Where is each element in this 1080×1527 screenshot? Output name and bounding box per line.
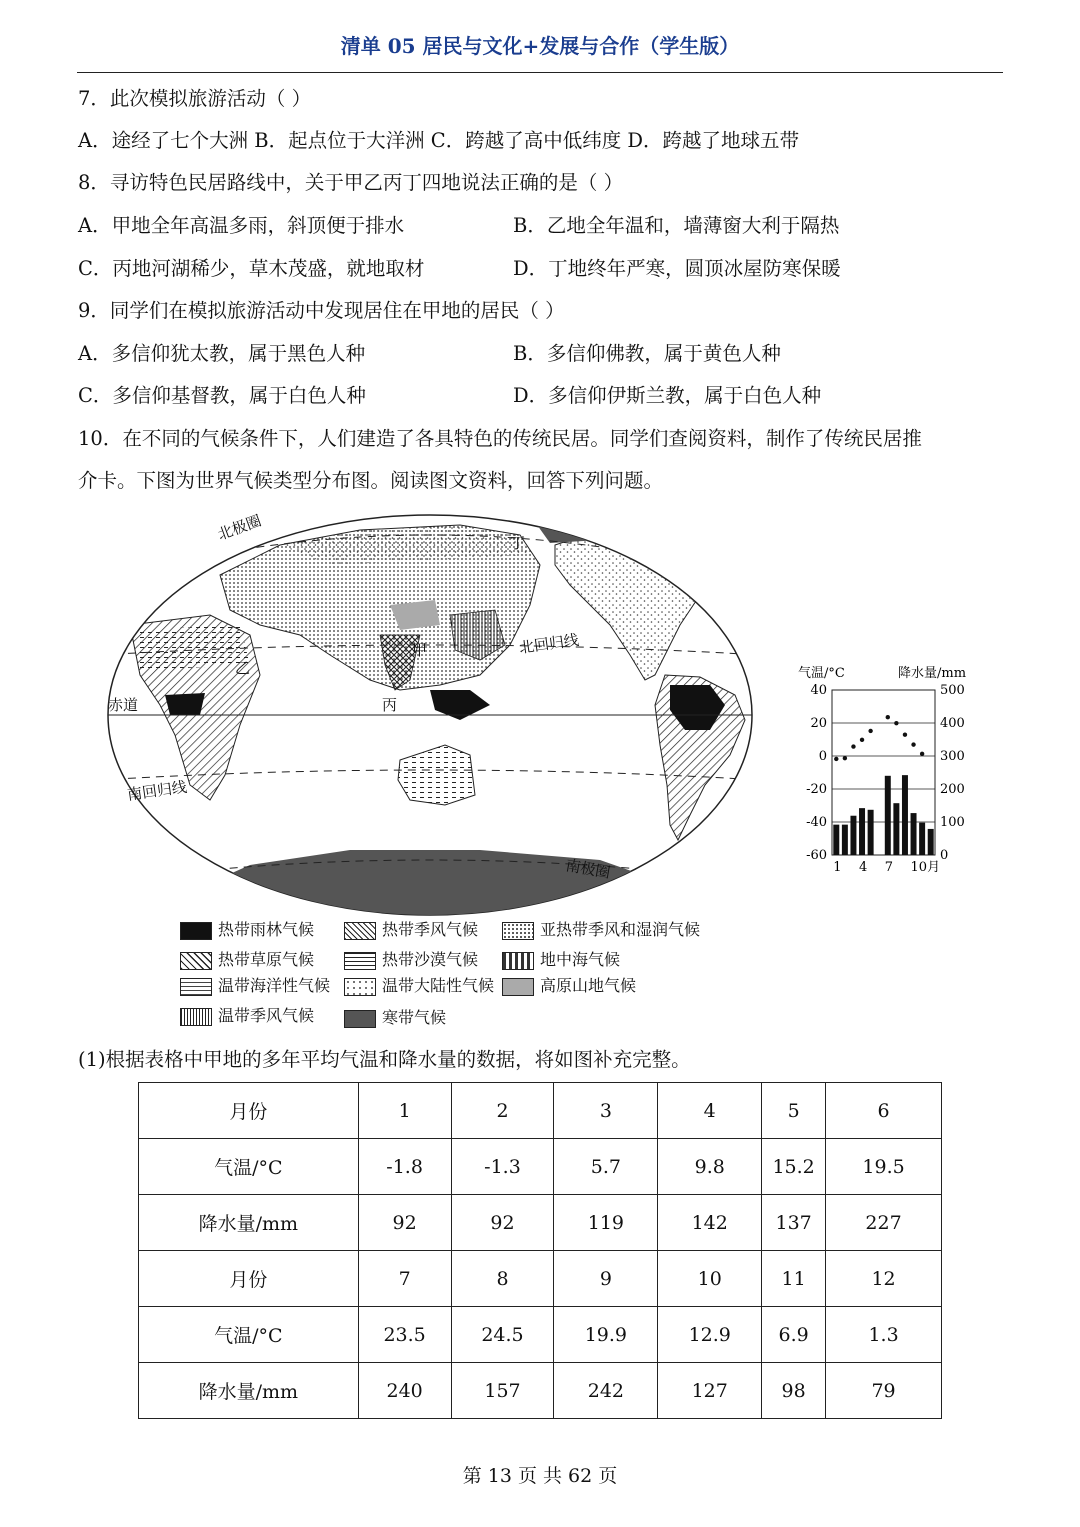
legend-item	[502, 948, 620, 972]
table-cell: 23.5	[358, 1307, 451, 1363]
temperature-point	[834, 757, 838, 761]
legend-label: 亚热带季风和湿润气候	[540, 920, 701, 939]
chart-xtick: 4	[859, 860, 868, 875]
table-cell: 11	[762, 1251, 826, 1307]
label-jia: 甲	[412, 641, 428, 659]
sahara	[135, 625, 250, 670]
legend-swatch	[344, 922, 376, 940]
chart-ytick-left: 0	[818, 749, 827, 764]
legend-label: 寒带气候	[382, 1008, 447, 1027]
table-row	[139, 1139, 942, 1195]
chart-ytick-right: 200	[940, 782, 965, 797]
page-footer: 第 13 页 共 62 页	[462, 1465, 618, 1487]
table-cell: 9.8	[658, 1139, 762, 1195]
table-cell: 24.5	[451, 1307, 554, 1363]
table-cell: 92	[358, 1195, 451, 1251]
table-row	[139, 1307, 942, 1363]
temperature-point	[868, 729, 872, 733]
precipitation-bar	[859, 808, 865, 855]
chart-xtick: 1	[833, 860, 842, 875]
table-cell: 19.9	[554, 1307, 658, 1363]
legend-label: 热带沙漠气候	[382, 950, 479, 969]
q8-stem: 8．寻访特色民居路线中，关于甲乙丙丁四地说法正确的是（ ）	[78, 171, 624, 194]
legend-swatch	[344, 952, 376, 970]
precipitation-bar	[850, 816, 856, 855]
table-cell: 6	[826, 1083, 942, 1139]
table-cell: 5.7	[554, 1139, 658, 1195]
q10-text-line2: 介卡。下图为世界气候类型分布图。阅读图文资料，回答下列问题。	[78, 469, 664, 492]
table-cell: 7	[358, 1251, 451, 1307]
legend-label: 热带雨林气候	[218, 920, 315, 939]
label-tropic-of-cancer: 北回归线	[518, 630, 580, 657]
table-cell: 10	[658, 1251, 762, 1307]
table-cell: 6.9	[762, 1307, 826, 1363]
q9-option-d: D．多信仰伊斯兰教，属于白色人种	[513, 384, 822, 407]
table-row	[139, 1363, 942, 1419]
table-cell: 8	[451, 1251, 554, 1307]
legend-label: 热带草原气候	[218, 950, 315, 969]
table-cell: 242	[554, 1363, 658, 1419]
table-row	[139, 1083, 942, 1139]
q9-option-a: A．多信仰犹太教，属于黑色人种	[78, 342, 366, 365]
precipitation-bar	[842, 825, 848, 855]
climate-data-table	[138, 1082, 942, 1419]
table-cell: 月份	[139, 1083, 359, 1139]
world-climate-map	[100, 505, 760, 920]
q9-option-b: B．多信仰佛教，属于黄色人种	[513, 342, 781, 365]
table-cell: 12.9	[658, 1307, 762, 1363]
label-yi: 乙	[235, 659, 251, 677]
q7-options: A．途经了七个大洲 B．起点位于大洋洲 C．跨越了高中低纬度 D．跨越了地球五带	[78, 129, 800, 152]
table-cell: 142	[658, 1195, 762, 1251]
temperature-point	[860, 738, 864, 742]
chart-ytick-left: 20	[810, 716, 827, 731]
legend-item	[180, 948, 314, 972]
temperature-point	[911, 742, 915, 746]
precipitation-bar	[833, 825, 839, 855]
temperature-point	[886, 715, 890, 719]
q8-option-b: B．乙地全年温和，墙薄窗大利于隔热	[513, 214, 840, 237]
legend-swatch	[502, 952, 534, 970]
legend-item	[344, 948, 478, 972]
table-cell: 19.5	[826, 1139, 942, 1195]
chart-ylabel-left: 气温/°C	[798, 666, 845, 681]
table-cell: 降水量/mm	[139, 1195, 359, 1251]
table-cell: 月份	[139, 1251, 359, 1307]
table-cell: 227	[826, 1195, 942, 1251]
label-bing: 丙	[382, 696, 398, 714]
label-tropic-of-capricorn: 南回归线	[126, 777, 188, 804]
precipitation-bar	[911, 813, 917, 855]
legend-item	[344, 974, 494, 998]
legend-label: 热带季风气候	[382, 920, 479, 939]
temperature-point	[903, 733, 907, 737]
legend-label: 温带大陆性气候	[382, 976, 495, 995]
table-cell: 2	[451, 1083, 554, 1139]
header-divider	[77, 72, 1003, 73]
legend-item	[502, 974, 636, 998]
table-cell: 1	[358, 1083, 451, 1139]
table-cell: 气温/°C	[139, 1307, 359, 1363]
legend-label: 温带季风气候	[218, 1006, 315, 1025]
chart-ytick-right: 0	[940, 848, 949, 863]
climate-chart	[790, 660, 990, 880]
table-cell: 9	[554, 1251, 658, 1307]
table-cell: -1.8	[358, 1139, 451, 1195]
q8-option-c: C．丙地河湖稀少，草木茂盛，就地取材	[78, 257, 425, 280]
legend-swatch	[344, 978, 376, 996]
legend-item	[180, 918, 314, 942]
legend-label: 温带海洋性气候	[218, 976, 331, 995]
chart-ytick-left: -60	[806, 848, 827, 863]
table-row	[139, 1251, 942, 1307]
q8-option-d: D．丁地终年严寒，圆顶冰屋防寒保暖	[513, 257, 841, 280]
legend-item	[180, 1004, 314, 1028]
table-cell: 15.2	[762, 1139, 826, 1195]
chart-ylabel-right: 降水量/mm	[898, 666, 967, 681]
legend-swatch	[180, 978, 212, 996]
chart-ytick-right: 300	[940, 749, 965, 764]
legend-swatch	[502, 922, 534, 940]
table-cell: 119	[554, 1195, 658, 1251]
temperature-point	[894, 721, 898, 725]
chart-xtick: 7	[884, 860, 894, 875]
map-legend	[180, 918, 740, 1036]
table-cell: 12	[826, 1251, 942, 1307]
chart-ytick-left: 40	[810, 683, 827, 698]
table-cell: 127	[658, 1363, 762, 1419]
legend-swatch	[180, 952, 212, 970]
legend-swatch	[502, 978, 534, 996]
temperature-point	[843, 756, 847, 760]
legend-item	[344, 918, 478, 942]
legend-swatch	[180, 1008, 212, 1026]
congo-rainforest	[165, 693, 205, 715]
legend-label: 地中海气候	[540, 950, 621, 969]
temperature-point	[851, 744, 855, 748]
table-cell: -1.3	[451, 1139, 554, 1195]
precipitation-bar	[919, 823, 925, 855]
chart-ytick-right: 400	[940, 716, 965, 731]
greenland	[660, 510, 750, 550]
temperature-point	[920, 752, 924, 756]
precipitation-bar	[928, 829, 934, 855]
chart-ytick-right: 100	[940, 815, 965, 830]
q9-option-c: C．多信仰基督教，属于白色人种	[78, 384, 366, 407]
legend-item	[502, 918, 700, 942]
q8-option-a: A．甲地全年高温多雨，斜顶便于排水	[78, 214, 405, 237]
table-cell: 1.3	[826, 1307, 942, 1363]
q10-text-line1: 10．在不同的气候条件下，人们建造了各具特色的传统民居。同学们查阅资料，制作了传统民居推	[78, 427, 922, 450]
label-ding: 丁	[510, 534, 526, 552]
precipitation-bar	[902, 775, 908, 855]
q7-stem: 7．此次模拟旅游活动（ ）	[78, 87, 312, 110]
table-cell: 降水量/mm	[139, 1363, 359, 1419]
table-cell: 79	[826, 1363, 942, 1419]
precipitation-bar	[885, 776, 891, 855]
table-cell: 157	[451, 1363, 554, 1419]
precipitation-bar	[893, 803, 899, 855]
legend-item	[344, 1006, 446, 1030]
q10-sub1: (1)根据表格中甲地的多年平均气温和降水量的数据，将如图补充完整。	[78, 1048, 691, 1071]
precipitation-bar	[868, 810, 874, 855]
legend-label: 高原山地气候	[540, 976, 637, 995]
table-cell: 98	[762, 1363, 826, 1419]
table-cell: 240	[358, 1363, 451, 1419]
label-arctic-circle: 北极圈	[215, 511, 264, 544]
chart-ytick-left: -20	[806, 782, 827, 797]
table-cell: 4	[658, 1083, 762, 1139]
chart-xtick: 10月	[910, 860, 941, 875]
page-header-title: 清单 05 居民与文化+发展与合作（学生版）	[340, 34, 740, 58]
legend-item	[180, 974, 330, 998]
table-cell: 137	[762, 1195, 826, 1251]
table-cell: 3	[554, 1083, 658, 1139]
legend-swatch	[180, 922, 212, 940]
q9-stem: 9．同学们在模拟旅游活动中发现居住在甲地的居民（ ）	[78, 299, 565, 322]
chart-ytick-left: -40	[806, 815, 827, 830]
chart-ytick-right: 500	[940, 683, 965, 698]
table-cell: 92	[451, 1195, 554, 1251]
table-cell: 气温/°C	[139, 1139, 359, 1195]
label-equator: 赤道	[108, 696, 139, 714]
table-cell: 5	[762, 1083, 826, 1139]
table-row	[139, 1195, 942, 1251]
legend-swatch	[344, 1010, 376, 1028]
label-antarctic-circle: 南极圈	[564, 856, 612, 882]
